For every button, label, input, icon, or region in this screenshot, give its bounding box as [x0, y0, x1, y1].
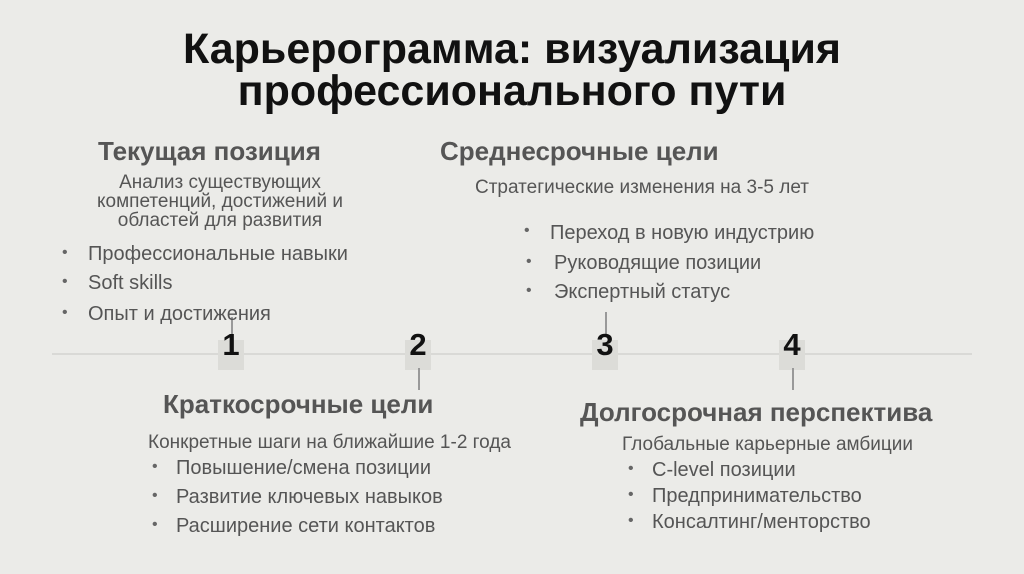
current-position-list: [60, 243, 348, 332]
list-item: • C-level позиции: [628, 459, 796, 481]
list-item: • Консалтинг/менторство: [628, 511, 871, 533]
short-term-description: Конкретные шаги на ближайшие 1-2 года: [148, 432, 511, 453]
current-desc-line-3: областей для развития: [117, 210, 323, 231]
list-item: • Повышение/смена позиции: [152, 457, 432, 479]
long-term-description: Глобальные карьерные амбиции: [622, 434, 913, 455]
timeline-line: [52, 353, 972, 355]
current-position-description: [60, 173, 380, 230]
timeline-marker-4: 4: [783, 327, 801, 362]
slide-title: [0, 25, 1024, 115]
timeline-marker-1: 1: [222, 327, 240, 362]
stem-2: [418, 368, 420, 390]
timeline-marker-3: 3: [596, 327, 614, 362]
mid-term-description: Стратегические изменения на 3-5 лет: [475, 177, 809, 198]
list-item: • Развитие ключевых навыков: [152, 486, 443, 508]
list-item: • Переход в новую индустрию: [524, 222, 815, 244]
list-item: • Профессиональные навыки: [62, 243, 348, 265]
timeline-marker-2: 2: [409, 327, 427, 362]
mid-term-list: [524, 222, 814, 310]
list-item: • Soft skills: [62, 272, 173, 294]
title-line-2: профессионального пути: [237, 67, 787, 115]
title-line-1: Карьерограмма: визуализация: [182, 25, 842, 73]
list-item: • Предпринимательство: [628, 485, 862, 507]
list-item: • Расширение сети контактов: [152, 515, 436, 537]
list-item: • Экспертный статус: [526, 281, 731, 303]
current-desc-line-1: Анализ существующих: [119, 172, 321, 193]
stem-4: [792, 368, 794, 390]
current-position-heading: Текущая позиция: [98, 136, 321, 166]
current-desc-line-2: компетенций, достижений и: [97, 191, 343, 212]
long-term-list: [628, 459, 871, 537]
mid-term-heading: Среднесрочные цели: [440, 136, 719, 166]
short-term-list: [152, 457, 443, 544]
short-term-heading: Краткосрочные цели: [163, 389, 434, 419]
list-item: • Опыт и достижения: [62, 303, 271, 325]
long-term-heading: Долгосрочная перспектива: [580, 397, 933, 427]
list-item: • Руководящие позиции: [526, 252, 762, 274]
